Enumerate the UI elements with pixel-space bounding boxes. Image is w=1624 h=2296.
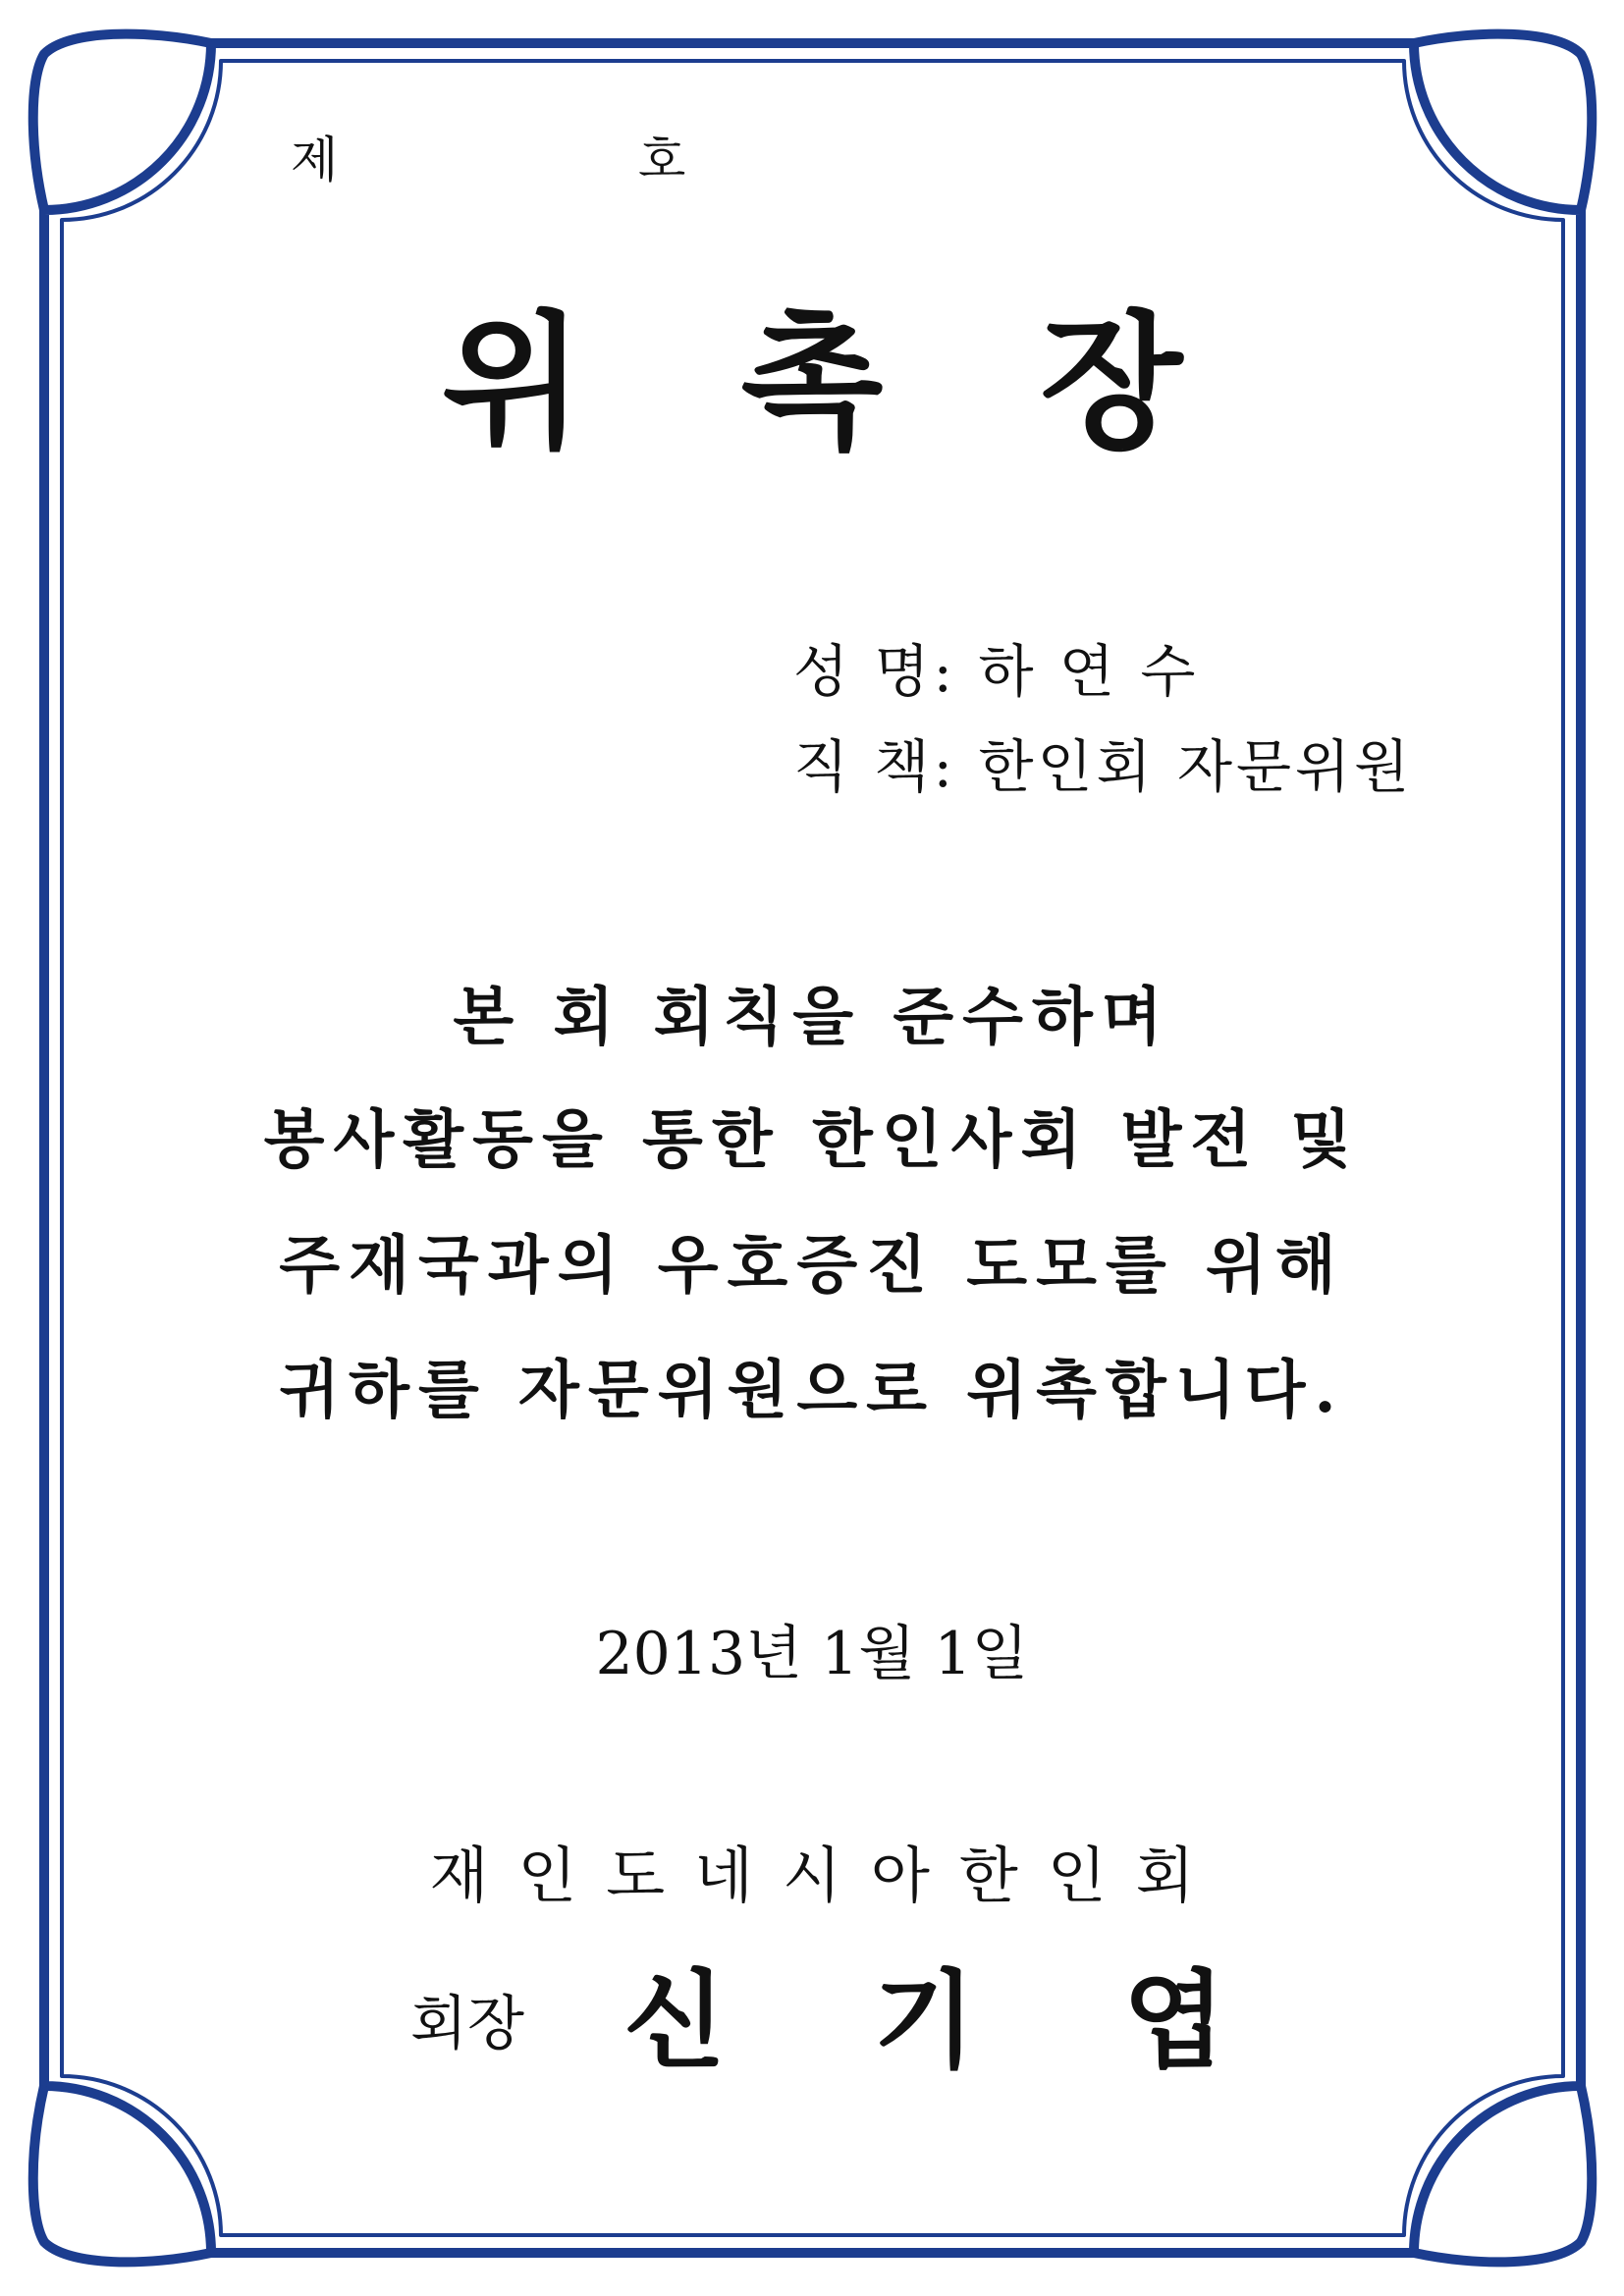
signer-role: 회장	[410, 1990, 524, 2058]
recipient-name: 성 명: 하 연 수	[793, 638, 1200, 705]
body-text-line: 귀하를 자문위원으로 위촉합니다.	[279, 1354, 1345, 1427]
organization-name: 재인도네시아한인회	[429, 1840, 1224, 1911]
body-text-line: 주재국과의 우호증진 도모를 위해	[279, 1229, 1345, 1303]
certificate-title: 위촉장	[441, 296, 1340, 469]
serial-number-suffix: 호	[638, 132, 686, 188]
body-text-line: 봉사활동을 통한 한인사회 발전 및	[263, 1103, 1361, 1177]
corner-ornament-bottom-right	[1414, 2086, 1592, 2262]
serial-number-prefix: 제	[291, 132, 339, 188]
signer-name: 신기엽	[623, 1959, 1373, 2083]
corner-ornament-bottom-left	[33, 2086, 211, 2262]
corner-ornament-top-right	[1414, 34, 1592, 210]
corner-ornament-top-left	[33, 34, 211, 210]
body-text-line: 본 회 회칙을 준수하며	[453, 981, 1171, 1054]
issue-date: 2013년 1월 1일	[595, 1620, 1029, 1688]
recipient-role: 직 책: 한인회 자문위원	[793, 733, 1414, 800]
